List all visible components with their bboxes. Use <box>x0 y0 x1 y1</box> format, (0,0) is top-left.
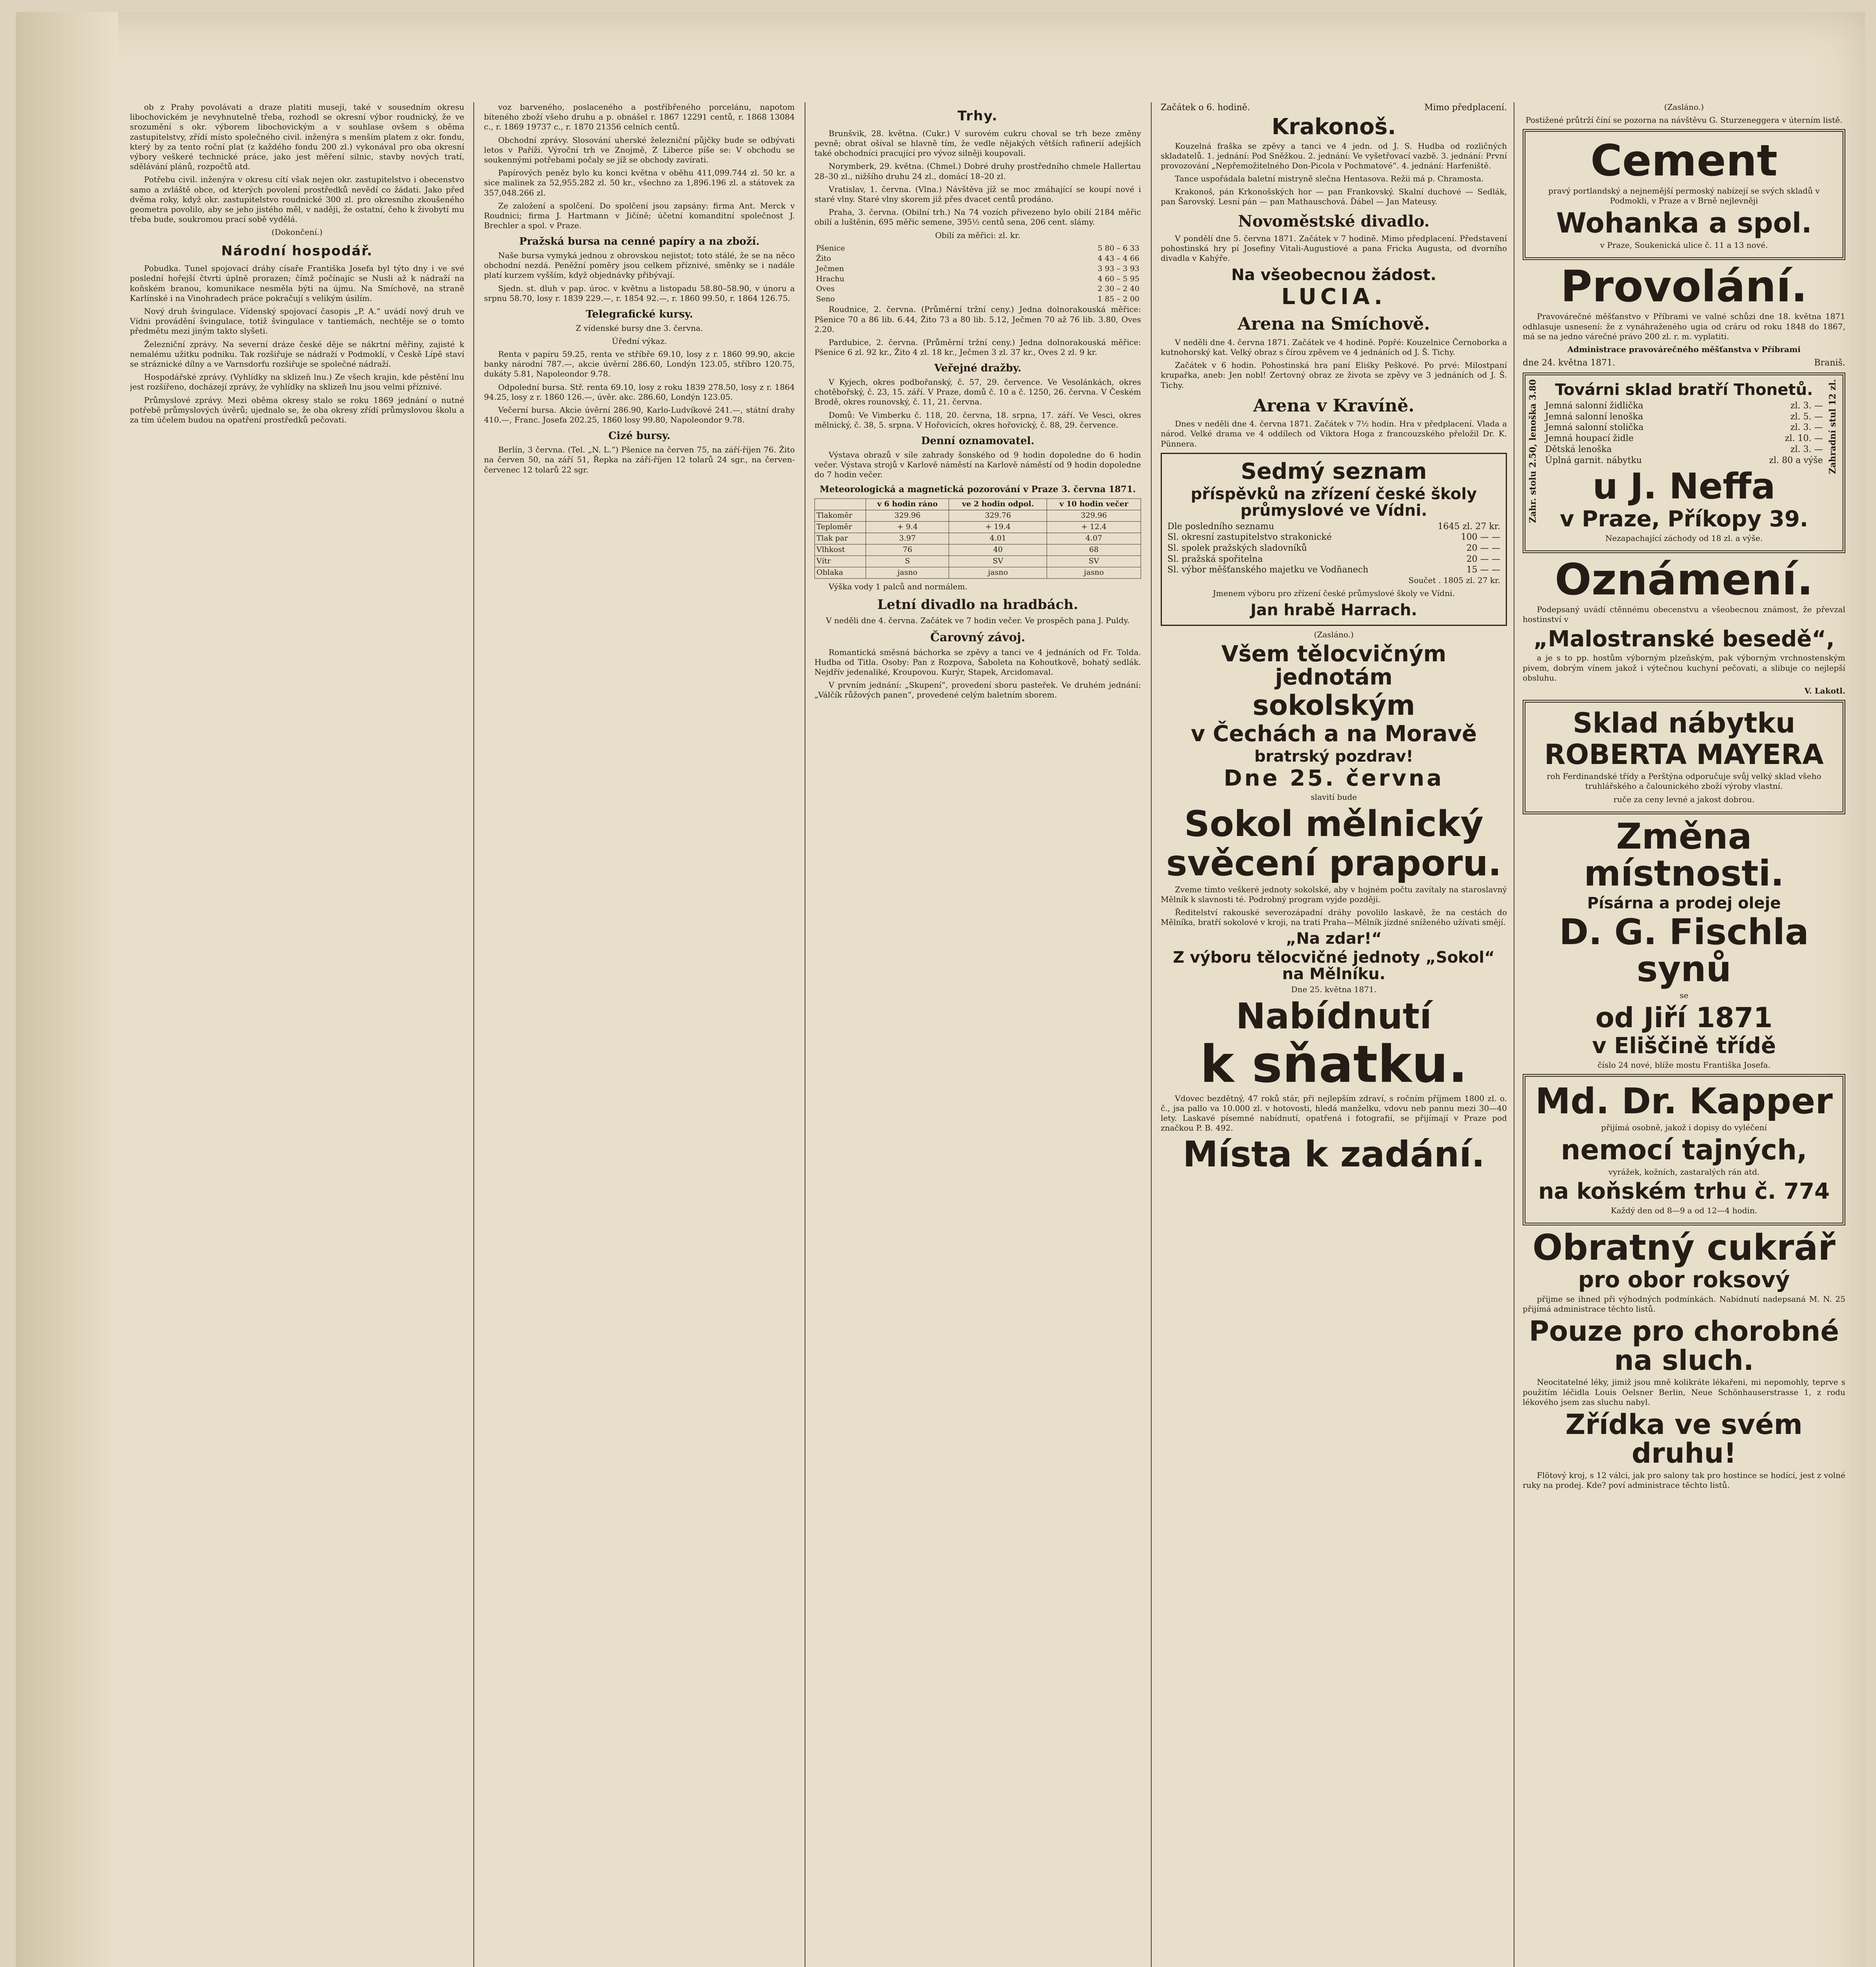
article-paragraph: Brunšvik, 28. května. (Cukr.) V surovém cukru choval se trh beze změny pevně; obrat ošíval se hlavně tím, že vedle nějakých větších rafinerií adejších také obchodníci pracující pro vývoz silněji koupovali. <box>814 128 1141 158</box>
article-paragraph: V pondělí dne 5. června 1871. Začátek v 7 hodině. Mimo předplacení. Představení pohostinská hry pí Josefiny Vitali-Augustiové a pana Fricka Augusta, od dvorního divadla v Kahýře. <box>1161 234 1507 263</box>
sokol-signature: Z výboru tělocvičné jednoty „Sokol“ na Mělníku. <box>1173 948 1495 984</box>
article-paragraph: Hospodářské zprávy. (Vyhlídky na sklizeň lnu.) Ze všech krajin, kde pěstění lnu jest rozšířeno, docházejí zprávy, že vyhlídky na sklizeň lnu jsou velmi příznivé. <box>130 372 464 392</box>
list-item: Sl. výbor měšťanského majetku ve Vodňanech 15 — — <box>1167 565 1500 575</box>
proclamation-signature: Administrace pravovárečného měšťanstva v Příbrami <box>1567 345 1801 354</box>
article-paragraph: Flötový kroj, s 12 válci, jak pro salony tak pro hostince se hodící, jest z volné ruky na prodej. Kde? poví administrace těchto listů. <box>1523 1470 1845 1490</box>
event-subtitle: slavití bude <box>1311 792 1357 802</box>
play-title: Čarovný závoj. <box>930 630 1025 644</box>
thonet-ad <box>1523 373 1845 553</box>
table-row: Ječmen 3 93 – 3 93 <box>816 264 1139 273</box>
cement-ad <box>1523 129 1845 260</box>
relocation-date: od Jiří 1871 <box>1595 1001 1773 1034</box>
article-paragraph: Podepsaný uvádí ctěnnému obecenstvu a všeobecnou známost, že převzal hostinství v <box>1523 605 1845 624</box>
ad-text: roh Ferdinandské třídy a Perštýna odporučuje svůj velký sklad všeho truhlářského a čalounického zboží výroby vlastní. <box>1547 771 1821 791</box>
doctor-ad <box>1523 1074 1845 1225</box>
table-row: Oves 2 30 – 2 40 <box>816 284 1139 293</box>
binding-edge <box>16 12 118 1967</box>
article-paragraph: Obchodní zprávy. Slosování uherské železniční půjčky bude se odbývati letos v Paříži. Výroční trh ve Znojmě, Z Liberce píše se: V obchodu se soukennými potřebami počaly se jíž se obchody zavírati. <box>484 135 795 164</box>
submitted-note: (Zasláno.) <box>1314 629 1354 639</box>
submitted-note: (Zasláno.) <box>1664 102 1704 112</box>
list-sum: Součet . 1805 zl. 27 kr. <box>1408 576 1500 585</box>
opera-title: LUCIA. <box>1281 284 1387 310</box>
article-paragraph: Začátek v 6 hodin. Pohostinská hra paní Eliśky Peškové. Po prvé: Milostpaní krupařka, aneb: Jen nobl! Zertovný obraz ze života se zpěvy ve 3 jednáních od J. Š. Tichy. <box>1161 360 1507 390</box>
ad-text: vyrážek, kožních, zastaralých rán atd. <box>1608 1167 1760 1177</box>
column-5 <box>1523 102 1845 1967</box>
article-paragraph: V neděli dne 4. června. Začátek ve 7 hodin večer. Ve prospěch pana J. Puldy. <box>826 615 1130 625</box>
list-item: Dětská lenoška zl. 3. — <box>1545 444 1823 454</box>
table-row: Žito 4 43 – 4 66 <box>816 254 1139 263</box>
meteo-note: Výška vody 1 palců and normálem. <box>829 581 968 591</box>
hearing-heading: Pouze pro chorobné na sluch. <box>1529 1315 1839 1377</box>
arena-heading: Arena v Kravíně. <box>1253 395 1414 416</box>
ad-highlight: nemocí tajných, <box>1560 1134 1808 1166</box>
proclamation-date: dne 24. května 1871. <box>1523 358 1616 368</box>
column-rule <box>1151 102 1152 1967</box>
article-paragraph: Kouzelná fraška se zpěvy a tanci ve 4 jedn. od J. S. Hudba od rozličných skladatelů. 1. jednání: Pod Sněžkou. 2. jednání: Ve vyšetřovací vazbě. 3. jednání: První provozování „Nepřemožitelného Don-Picola v Pochmatové“. 4. jednání: Harfeniště. <box>1161 141 1507 170</box>
furniture-ad <box>1523 700 1845 814</box>
ad-signature: Jan hrabě Harrach. <box>1250 601 1417 619</box>
column-2 <box>484 102 795 1967</box>
announcement-heading: Oznámení. <box>1555 554 1813 605</box>
table-header-row: v 6 hodin ráno ve 2 hodin odpol. v 10 hodin večer <box>815 498 1141 510</box>
article-paragraph: Ředitelství rakouské severozápadní dráhy povolilo laskavě, že na cestách do Mělníka, bratří sokolové v kroji, na trati Praha—Mělník jízdné sníženého užívati smějí. <box>1161 907 1507 927</box>
table-row: Teploměr + 9.4 + 19.4 + 12.4 <box>815 521 1141 533</box>
telegraph-heading: Telegrafické kursy. <box>585 308 693 320</box>
ad-hours: Každý den od 8—9 a od 12—4 hodin. <box>1610 1205 1758 1215</box>
list-item: Jemná salonní stolička zl. 3. — <box>1545 423 1823 433</box>
article-paragraph: Dnes v neděli dne 4. června 1871. Začátek v 7½ hodin. Hra v předplacení. Vlada a národ. Velké drama ve 4 oddílech od Viktora Hoga z francouzského přeložil Dr. K. Pünnera. <box>1161 419 1507 448</box>
relocation-firm: D. G. Fischla synů <box>1559 911 1809 990</box>
article-paragraph: V neděli dne 4. června 1871. Začátek ve 4 hodině. Popřé: Kouzelnice Černoborka a kutnohorský kat. Velký obraz s čírou zpěvem ve 4 jednáních od J. Š. Tichy. <box>1161 337 1507 357</box>
article-paragraph: Průmyslové zprávy. Mezi oběma okresy stalo se roku 1869 jednání o nutné potřebě průmyslových úvěrů; ujednalo se, že oba okresy zřídí průmyslovou školu a za tím účelem budou na opatření prostředků pečovati. <box>130 395 464 424</box>
ad-title: Sklad nábytku <box>1573 707 1795 740</box>
theatre-times <box>1161 102 1507 113</box>
side-text: Zahr. stolu 2.50, lenoška 3.80 <box>1528 379 1538 523</box>
list-item: Jemná houpací židle zl. 10. — <box>1545 434 1823 444</box>
article-paragraph: Pardubice, 2. června. (Průměrní tržní ceny.) Jedna dolnorakouská měřice: Pšenice 6 zl. 92 kr., Žito 4 zl. 18 kr., Ječmen 3 zl. 37 kr., Oves 2 zl. 9 kr. <box>814 337 1141 357</box>
article-paragraph: voz barveného, poslaceného a postříbřeného porcelánu, napotom bíteného zboží všeho druhu a p. obnášel r. 1867 12291 centů, r. 1868 13084 c., r. 1869 19737 c., r. 1870 21356 celních centů. <box>484 102 795 132</box>
marriage-ad-title: k sňatku. <box>1200 1034 1468 1094</box>
bursa-heading: Pražská bursa na cenné papíry a na zboží. <box>519 236 760 248</box>
ad-address: na koňském trhu č. 774 <box>1538 1178 1830 1204</box>
article-paragraph: Výstava obrazů v síle zahrady šonského od 9 hodin dopoledne do 6 hodin večer. Výstava strojů v Karlově náměstí na Karlově náměstí od 9 hodin dopoledne do 7 hodin večer. <box>814 450 1141 480</box>
article-paragraph: Nový druh švingulace. Vídenský spojovací časopis „P. A.“ uvádí nový druh ve Vídni provádění švingulace, totiž švingulace v tantiemách, nechtěje se o tomto předmětu mezi jiným takto slyšeti. <box>130 306 464 336</box>
section-heading: Národní hospodář. <box>221 243 373 259</box>
marriage-ad-title: Nabídnutí <box>1236 995 1432 1037</box>
ad-address: v Praze, Příkopy 39. <box>1560 506 1808 532</box>
article-paragraph: Krakonoš, pán Krkonošských hor — pan Frankovský. Skalní duchové — Sedlák, pan Šarovský. Lesní pán — pan Mathauschová. Ďábel — Jan Mateusy. <box>1161 187 1507 207</box>
confectioner-subtitle: pro obor roksový <box>1578 1267 1790 1293</box>
start-time: Začátek o 6. hodině. <box>1161 103 1250 113</box>
article-paragraph: Ze založení a spolčení. Do spolčení jsou zapsány: firma Ant. Merck v Roudnici; firma J. Hartmann v Jičíně; účetní komanditní společnost J. Brechler a spol. v Praze. <box>484 201 795 231</box>
confectioner-heading: Obratný cukrář <box>1533 1227 1835 1268</box>
ad-text: pravý portlandský a nejnemější permoský nabízejí se svých skladů v Podmokli, v Praze a v Brně nejlevněji <box>1548 186 1820 206</box>
article-paragraph: Sjedn. st. dluh v pap. úroc. v květnu a listopadu 58.80–58.90, v únoru a srpnu 58.70, losy r. 1839 229.—, r. 1854 92.—, r. 1860 99.50, r. 1864 126.75. <box>484 283 795 303</box>
relocation-text: se <box>1679 990 1689 1000</box>
article-paragraph: Praha, 3. června. (Obilní trh.) Na 74 vozích přivezeno bylo obilí 2184 měřic obilí a luštěnin, 695 měřic semene, 395½ centů sena, 206 cent. slámy. <box>814 207 1141 227</box>
event-date: Dne 25. června <box>1224 765 1444 791</box>
proclamation-heading: Provolání. <box>1560 261 1808 312</box>
list-item: Jemná salonní lenoška zl. 5. — <box>1545 411 1823 422</box>
table-row: Tlakoměr 329.96 329.76 329.96 <box>815 510 1141 521</box>
relocation-heading: Změna místnosti. <box>1584 816 1784 895</box>
side-text: Zahradní stul 12 zl. <box>1828 379 1838 474</box>
sokol-greeting-line: Všem tělocvičným jednotám <box>1221 641 1446 690</box>
article-paragraph: Tance uspořádala baletní mistryně slečna Hentasova. Režii má p. Chramosta. <box>1175 174 1484 184</box>
article-paragraph: Papírových peněz bylo ku konci května v oběhu 411,099.744 zl. 50 kr. a sice malinek za 52,955.282 zl. 50 kr., všechno za 1,896.196 zl. a státovek za 357,048.266 zl. <box>484 168 795 197</box>
ad-note: Nezapachající záchody od 18 zl. a výše. <box>1605 533 1763 543</box>
article-paragraph: Potřebu civil. inženýra v okresu cítí však nejen okr. zastupitelstvo i obecenstvo samo a zvláště obce, od kterých povolení prostředků nevědí co žádati. Jako před dvěma roky, když okr. zastupitelstvo roudnické 300 zl. pro okresního zkoušeného geometra povolilo, aby se jeho jistého měl, v naději, že ostatní, čeho k živobytí mu třeba bude, soukromou prací sobě vydělá. <box>130 175 464 224</box>
daily-notices-heading: Denní oznamovatel. <box>921 435 1034 447</box>
ad-title: Továrni sklad bratří Thonetů. <box>1555 380 1813 399</box>
article-paragraph: Romantická směsná báchorka se zpěvy a tanci ve 4 jednáních od Fr. Tolda. Hudba od Titla. Osoby: Pan z Rozpova, Šaboleta na Kohoutkově, bohatý sedlák. Nejdřív jedenaliké, Kroupovou. Kurýr, Stapek, Arcidomaval. <box>814 647 1141 677</box>
meteo-heading: Meteorologická a magnetická pozorování v Praze 3. června 1871. <box>820 484 1136 495</box>
list-item: Jemná salonní židlička zl. 3. — <box>1545 400 1823 411</box>
summer-theatre-heading: Letní divadlo na hradbách. <box>877 596 1078 613</box>
list-item: Sl. spolek pražských sladovníků 20 — — <box>1167 543 1500 553</box>
column-1 <box>130 102 464 1967</box>
jobs-heading: Místa k zadání. <box>1183 1134 1485 1175</box>
subscription-note: Mimo předplacení. <box>1424 103 1507 113</box>
list-item: Sl. okresní zastupitelstvo strakonické 100 — — <box>1167 532 1500 542</box>
ad-footer: Jmenem výboru pro zřízení české průmyslové školy ve Vídni. <box>1213 589 1455 598</box>
article-paragraph: Zveme tímto veškeré jednoty sokolské, aby v hojném počtu zavítaly na staroslavný Mělník k slavnosti té. Podrobný program vyjde později. <box>1161 884 1507 904</box>
table-row: Seno 1 85 – 2 00 <box>816 295 1139 304</box>
article-paragraph: Renta v papíru 59.25, renta ve stříbře 69.10, losy z r. 1860 99.90, akcie banky národní 787.—, akcie úvěrní 286.60, Londýn 123.05, stříbro 120.75, dukáty 5.81, Napoleondor 9.78. <box>484 349 795 379</box>
article-paragraph: V prvním jednání: „Skupení“, provedení sboru pasteřek. Ve druhém jednání: „Válčík růžových panen“, provedené celým baletním sborem. <box>814 680 1141 700</box>
inn-name: „Malostranské besedě“, <box>1533 626 1835 652</box>
article-paragraph: a je s to pp. hostům výborným plzeňským, pak výborným vrchnostenským pivem, dobrým vínem jakož i výtečnou kuchyní pečovati, a slibuje co nejlepší obsluhu. <box>1523 653 1845 683</box>
meteo-table <box>814 498 1141 579</box>
table-row: Oblaka jasno jasno jasno <box>815 567 1141 578</box>
article-paragraph: Vratislav, 1. června. (Vlna.) Návštěva jíž se moc zmáhající se koupí nové i staré vlny. Staré vlny skorem již přes dvacet centů prodáno. <box>814 184 1141 204</box>
sokol-greeting-line: sokolským <box>1252 689 1415 722</box>
notice-text: Postižené průtrží číní se pozorna na návštěvu G. Sturzeneggera v úterním listě. <box>1525 115 1843 125</box>
article-paragraph: Pravovárečné měšťanstvo v Příbrami ve valné schůzi dne 18. května 1871 odhlasuje usnesení: že z vynáhraženého ugia od cráru od roku 1848 do 1867, má se na jedno várečné právo 200 zl. r. m. vyplatiti. <box>1523 312 1845 341</box>
table-row: Tlak par 3.97 4.01 4.07 <box>815 533 1141 544</box>
announcement-signature: V. Lakotl. <box>1804 686 1845 696</box>
ad-firm: ROBERTA MAYERA <box>1544 738 1824 771</box>
ad-title: Sedmý seznam <box>1241 458 1427 484</box>
price-table-header: Obilí za měřici: zl. kr. <box>935 230 1021 240</box>
newspaper-page <box>16 12 1865 1967</box>
arena-heading: Arena na Smíchově. <box>1237 314 1430 334</box>
list-item: Úplná garnit. nábytku zl. 80 a výše <box>1545 455 1823 465</box>
relocation-subtitle: Písárna a prodej oleje <box>1587 894 1781 912</box>
proclamation-footer <box>1523 358 1845 369</box>
article-paragraph: Roudnice, 2. června. (Průměrní tržní ceny.) Jedna dolnorakouská měřice: Pšenice 70 a 86 lib. 6.44, Žito 73 a 80 lib. 5.12, Ječmen 70 až 76 lib. 3.80, Oves 2.20. <box>814 304 1141 334</box>
article-paragraph: ob z Prahy povolávati a draze platiti musejí, také v sousedním okresu libochovickém je nevyhnutelně třeba, rozhodl se okresní výbor roudnický, že ve srozumění s okr. výborem libochovickým a v souhlase ovšem s oběma zastupitelstvy, zřídí místo společného civil. inženýra s menším platem z okr. fondu, který by za tento roční plat (z každého fondu 200 zl.) vykonával pro oba okresní výbory veškeré technické práce, jako jest měření silnic, stavby nových tratí, sdělávání plánů, rozpočtů atd. <box>130 102 464 172</box>
relocation-address: v Eliščině třídě <box>1592 1033 1776 1059</box>
list-item: Dle posledního seznamu 1645 zl. 27 kr. <box>1167 521 1500 531</box>
continuation-note: (Dokončení.) <box>271 227 323 237</box>
event-title: svěcení praporu. <box>1166 843 1502 884</box>
ad-title: Cement <box>1590 135 1778 186</box>
salutation: „Na zdar!“ <box>1286 930 1382 948</box>
telegraph-subheading: Z vídenské bursy dne 3. června. <box>576 323 703 333</box>
table-row: Vítr S SV SV <box>815 555 1141 567</box>
relocation-address: číslo 24 nové, blíže mostu Františka Josefa. <box>1597 1060 1771 1070</box>
auctions-heading: Veřejné dražby. <box>934 362 1021 375</box>
ad-title: Md. Dr. Kapper <box>1535 1081 1833 1122</box>
grain-price-table <box>814 244 1141 305</box>
request-heading: Na všeobecnou žádost. <box>1231 266 1437 284</box>
article-paragraph: Norymberk, 29. května. (Chmel.) Dobré druhy prostředního chmele Hallertau 28–30 zl., nižšího druhu 24 zl., domácí 18–20 zl. <box>814 161 1141 181</box>
list-item: Sl. pražská spořitelna 20 — — <box>1167 554 1500 564</box>
rare-item-heading: Zřídka ve svém druhu! <box>1565 1408 1803 1470</box>
article-paragraph: Neocitatelné léky, jimiž jsou mně kolikráte lékařeni, mi nepomohly, teprve s použitím léčidla Louis Oelsner Berlin, Neue Schönhauserstrasse 1, z rodu lékového jsem zas sluchu nabyl. <box>1523 1377 1845 1407</box>
article-paragraph: Železniční zprávy. Na severní dráze české děje se nákrtní měřiny, zajisté k nemalému užitku podniku. Tak rozšiřuje se nádraží v Podmoklí, v Českě Lípě staví se stráznické dílny a ve Varnsdorfu rozšiřuje se společné nádraží. <box>130 339 464 369</box>
article-paragraph: Odpolední bursa. Stř. renta 69.10, losy z roku 1839 278.50, losy z r. 1864 94.25, losy z r. 1860 126.—, úvěr. akc. 286.60, Londýn 123.05. <box>484 382 795 402</box>
markets-heading: Trhy. <box>957 108 998 124</box>
article-paragraph: přijme se ihned při výhodných podmínkách. Nabídnutí nadepsaná M. N. 25 přijímá administrace těchto listů. <box>1523 1294 1845 1314</box>
signature-date: Dne 25. května 1871. <box>1291 985 1377 995</box>
ad-text: přijímá osobně, jakož i dopisy do vyléčení <box>1601 1122 1767 1132</box>
table-row: Pšenice 5 80 – 6 33 <box>816 244 1139 253</box>
theatre-heading: Novoměstské divadlo. <box>1238 212 1430 231</box>
article-paragraph: Pobudka. Tunel spojovací dráhy císaře Františka Josefa byl týto dny i ve své poslední hořejší čtvrti úplně prorazen; čímž počínajíc se Nusli až k nádraží na koňském branou, komunikace nesměla býti na újmu. Na Smíchově, na straně Karlínské i na Vinohradech práce pokračují s velikým úsilím. <box>130 264 464 303</box>
ad-firm: u J. Neffa <box>1592 466 1776 507</box>
foreign-bourses-heading: Cizé bursy. <box>608 430 670 442</box>
article-paragraph: Vdovec bezdětný, 47 roků stár, při nejlepším zdraví, s ročním příjmem 1800 zl. o. č., jsa pallo va 10.000 zl. v hotovosti, hledá manželku, vdovu neb pannu mezi 30—40 lety. Laskavé písemné nabídnutí, opatřená i fotografií, se přijímají v Praze pod značkou P. B. 492. <box>1161 1093 1507 1133</box>
column-4 <box>1161 102 1507 1967</box>
ad-note: ruče za ceny levné a jakost dobrou. <box>1613 794 1755 804</box>
table-row: Vlhkost 76 40 68 <box>815 544 1141 555</box>
column-3 <box>814 102 1141 1967</box>
telegraph-subheading: Úřední výkaz. <box>611 336 667 346</box>
article-paragraph: Domů: Ve Vimberku č. 118, 20. června, 18. srpna, 17. září. Ve Vesci, okres mělnický, č. 38, 5. srpna. V Hořovicích, okres hořovický, č. 88, 29. července. <box>814 410 1141 430</box>
event-title: Sokol mělnický <box>1184 803 1484 845</box>
ad-address: v Praze, Soukenická ulice č. 11 a 13 nové. <box>1600 240 1768 250</box>
play-title: Krakonoš. <box>1272 114 1396 140</box>
sokol-greeting-line: v Čechách a na Moravě <box>1191 721 1477 747</box>
donation-list-ad <box>1161 453 1507 626</box>
article-paragraph: V Kyjech, okres podbořanský, č. 57, 29. července. Ve Vesolánkách, okres chotěbořský, č. 23, 15. září. V Praze, domů č. 10 a č. 1250, 26. června. V Českém Brodě, okres rounovský, č. 11, 21. června. <box>814 377 1141 407</box>
article-paragraph: Večerní bursa. Akcie úvěrní 286.90, Karlo-Ludvíkové 241.—, státní drahy 410.—, Franc. Josefa 202.25, 1860 losy 99.80, Napoleondor 9.78. <box>484 405 795 425</box>
article-paragraph: Naše bursa vymyká jednou z obrovskou nejistot; toto stálé, že se na něco obchodní nezdá. Peněžní poměry jsou celkem příznivé, směnky se i nadále platí kurzem vyšším, když objednávky přibývají. <box>484 251 795 280</box>
sokol-greeting-line: bratrský pozdrav! <box>1254 747 1413 766</box>
ad-firm: Wohanka a spol. <box>1556 207 1812 240</box>
table-row: Hrachu 4 60 – 5 95 <box>816 274 1139 283</box>
ad-subtitle: příspěvků na zřízení české školy průmyslové ve Vídni. <box>1191 485 1477 520</box>
proclamation-name: Braniš. <box>1814 358 1845 368</box>
column-rule <box>473 102 474 1967</box>
article-paragraph: Berlín, 3 června. (Tel. „N. L.“) Pšenice na červen 75, na září-říjen 76. Žito na červen 50, na září 51, Řepka na září-říjen 12 tolarů 24 sgr., na červen-červenec 12 tolarů 22 sgr. <box>484 445 795 474</box>
